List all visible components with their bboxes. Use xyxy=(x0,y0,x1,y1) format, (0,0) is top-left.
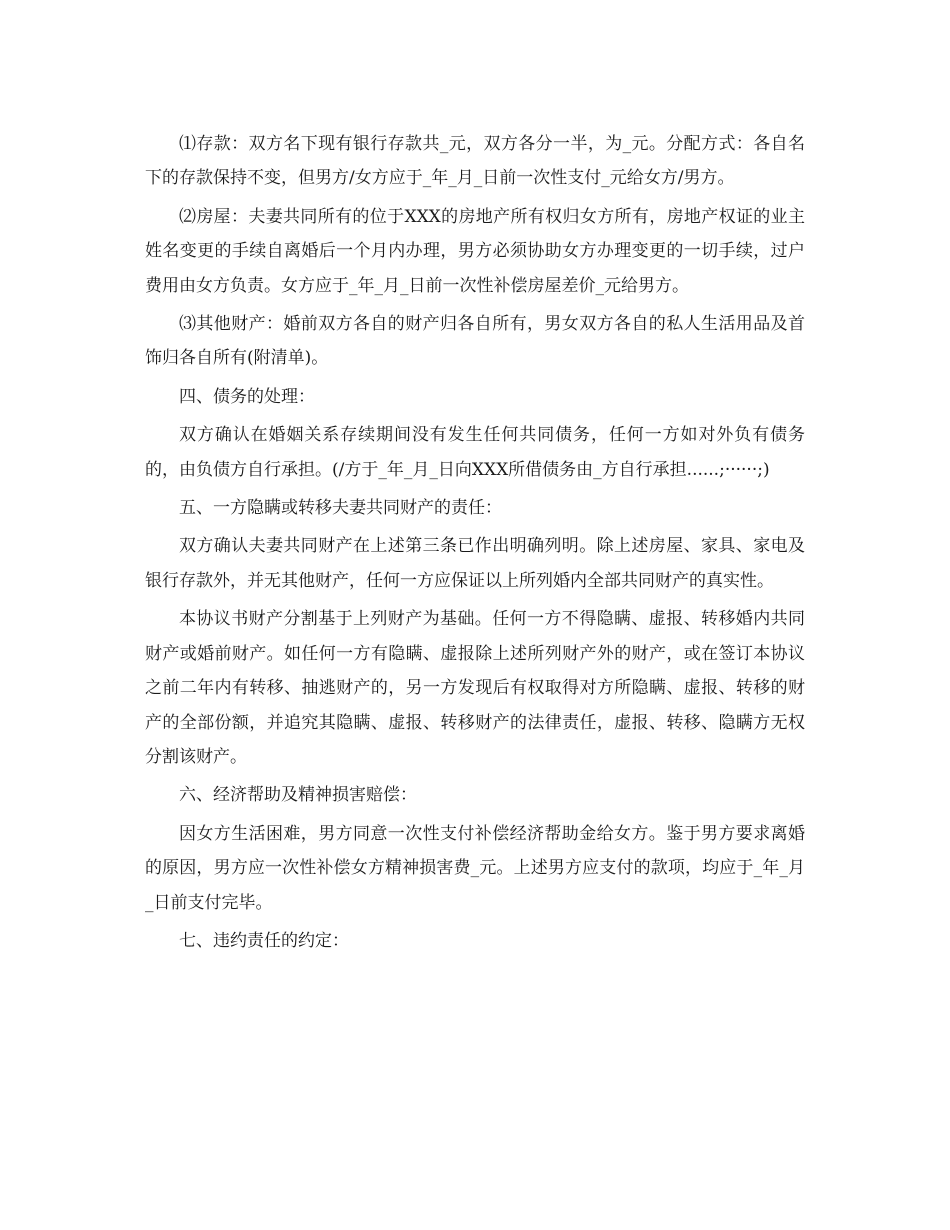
paragraph-debt: 双方确认在婚姻关系存续期间没有发生任何共同债务，任何一方如对外负有债务的，由负债方自行承担。(/方于_年_月_日向XXX所借债务由_方自行承担......;······;) xyxy=(145,425,805,480)
paragraph-compensation: 因女方生活困难，男方同意一次性支付补偿经济帮助金给女方。鉴于男方要求离婚的原因，男方应一次性补偿女方精神损害费_元。上述男方应支付的款项，均应于_年_月_日前支付完毕。 xyxy=(145,823,805,913)
paragraph-property-division: 本协议书财产分割基于上列财产为基础。任何一方不得隐瞒、虚报、转移婚内共同财产或婚前财产。如任何一方有隐瞒、虚报除上述所列财产外的财产，或在签订本协议之前二年内有转移、抽逃财产的，另一方发现后有权取得对方所隐瞒、虚报、转移的财产的全部份额，并追究其隐瞒、虚报、转移财产的法律责任，虚报、转移、隐瞒方无权分割该财产。 xyxy=(145,609,805,767)
paragraph-house: ⑵房屋：夫妻共同所有的位于XXX的房地产所有权归女方所有，房地产权证的业主姓名变更的手续自离婚后一个月内办理，男方必须协助女方办理变更的一切手续，过户费用由女方负责。女方应于_年_月_日前一次性补偿房屋差价_元给男方。 xyxy=(145,206,805,296)
document-body xyxy=(145,127,805,962)
paragraph-property-confirmation: 双方确认夫妻共同财产在上述第三条已作出明确列明。除上述房屋、家具、家电及银行存款外，并无其他财产，任何一方应保证以上所列婚内全部共同财产的真实性。 xyxy=(145,536,805,591)
section-heading-concealment: 五、一方隐瞒或转移夫妻共同财产的责任： xyxy=(179,498,502,519)
section-heading-breach: 七、违约责任的约定： xyxy=(179,930,349,951)
paragraph-other-property: ⑶其他财产：婚前双方各自的财产归各自所有，男女双方各自的私人生活用品及首饰归各自所有(附清单)。 xyxy=(145,314,805,369)
section-heading-debt: 四、债务的处理： xyxy=(179,386,315,407)
section-heading-compensation: 六、经济帮助及精神损害赔偿： xyxy=(179,785,417,806)
paragraph-deposit: ⑴存款：双方名下现有银行存款共_元，双方各分一半，为_元。分配方式：各自名下的存款保持不变，但男方/女方应于_年_月_日前一次性支付_元给女方/男方。 xyxy=(145,134,805,189)
